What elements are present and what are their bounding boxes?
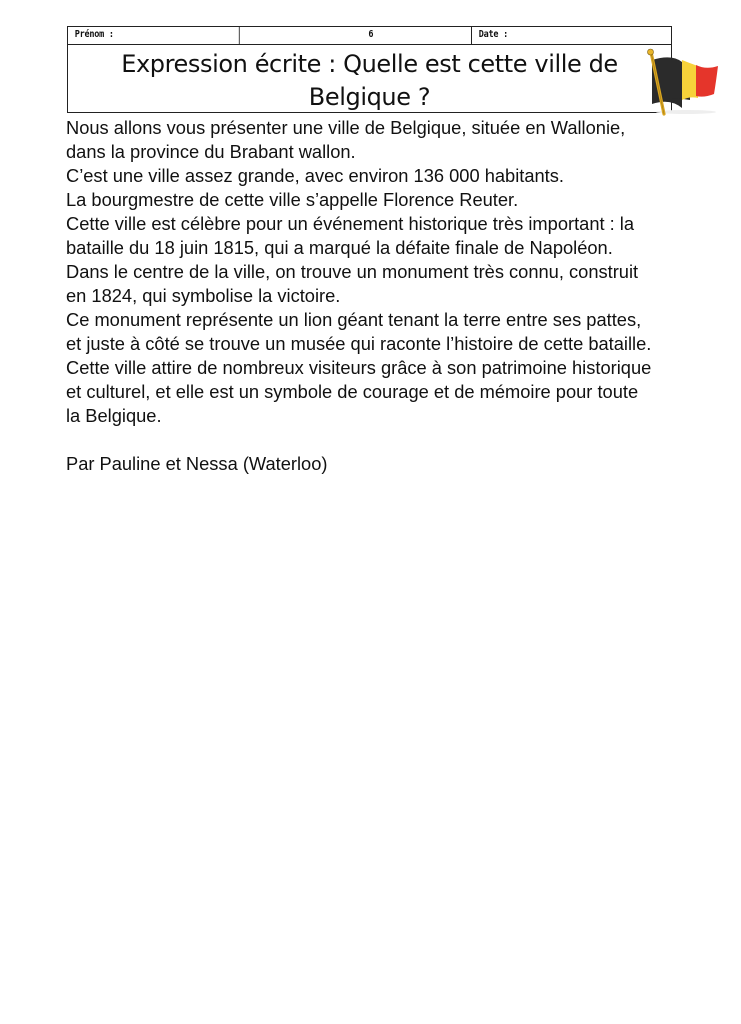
text-line: Nous allons vous présenter une ville de Belgique, située en Wallonie, — [66, 117, 626, 138]
text-line: et culturel, et elle est un symbole de courage et de mémoire pour toute — [66, 381, 639, 402]
text-body — [66, 116, 726, 476]
text-line: Ce monument représente un lion géant tenant la terre entre ses pattes, — [66, 309, 642, 330]
text-line: la Belgique. — [66, 405, 162, 426]
text-line: Cette ville est célèbre pour un événement historique très important : la — [66, 213, 635, 234]
header-info-row — [68, 27, 671, 45]
text-line: bataille du 18 juin 1815, qui a marqué la défaite finale de Napoléon. — [66, 237, 613, 258]
header-box — [67, 26, 672, 113]
text-line: Dans le centre de la ville, on trouve un monument très connu, construit — [66, 261, 639, 282]
name-field: Prénom : — [68, 27, 240, 44]
page-title: Expression écrite : Quelle est cette ville de Belgique ? — [121, 50, 618, 111]
text-line: La bourgmestre de cette ville s’appelle Florence Reuter. — [66, 189, 519, 210]
belgium-flag-icon — [642, 48, 720, 116]
text-line: C’est une ville assez grande, avec environ 136 000 habitants. — [66, 165, 564, 186]
signature: Par Pauline et Nessa (Waterloo) — [66, 453, 328, 474]
text-line: Cette ville attire de nombreux visiteurs grâce à son patrimoine historique — [66, 357, 652, 378]
worksheet-number-text: 6 — [368, 29, 373, 40]
worksheet-number — [270, 27, 472, 44]
text-line: et juste à côté se trouve un musée qui raconte l’histoire de cette bataille. — [66, 333, 652, 354]
text-line: dans la province du Brabant wallon. — [66, 141, 356, 162]
date-field: Date : — [478, 29, 508, 40]
text-line: en 1824, qui symbolise la victoire. — [66, 285, 341, 306]
